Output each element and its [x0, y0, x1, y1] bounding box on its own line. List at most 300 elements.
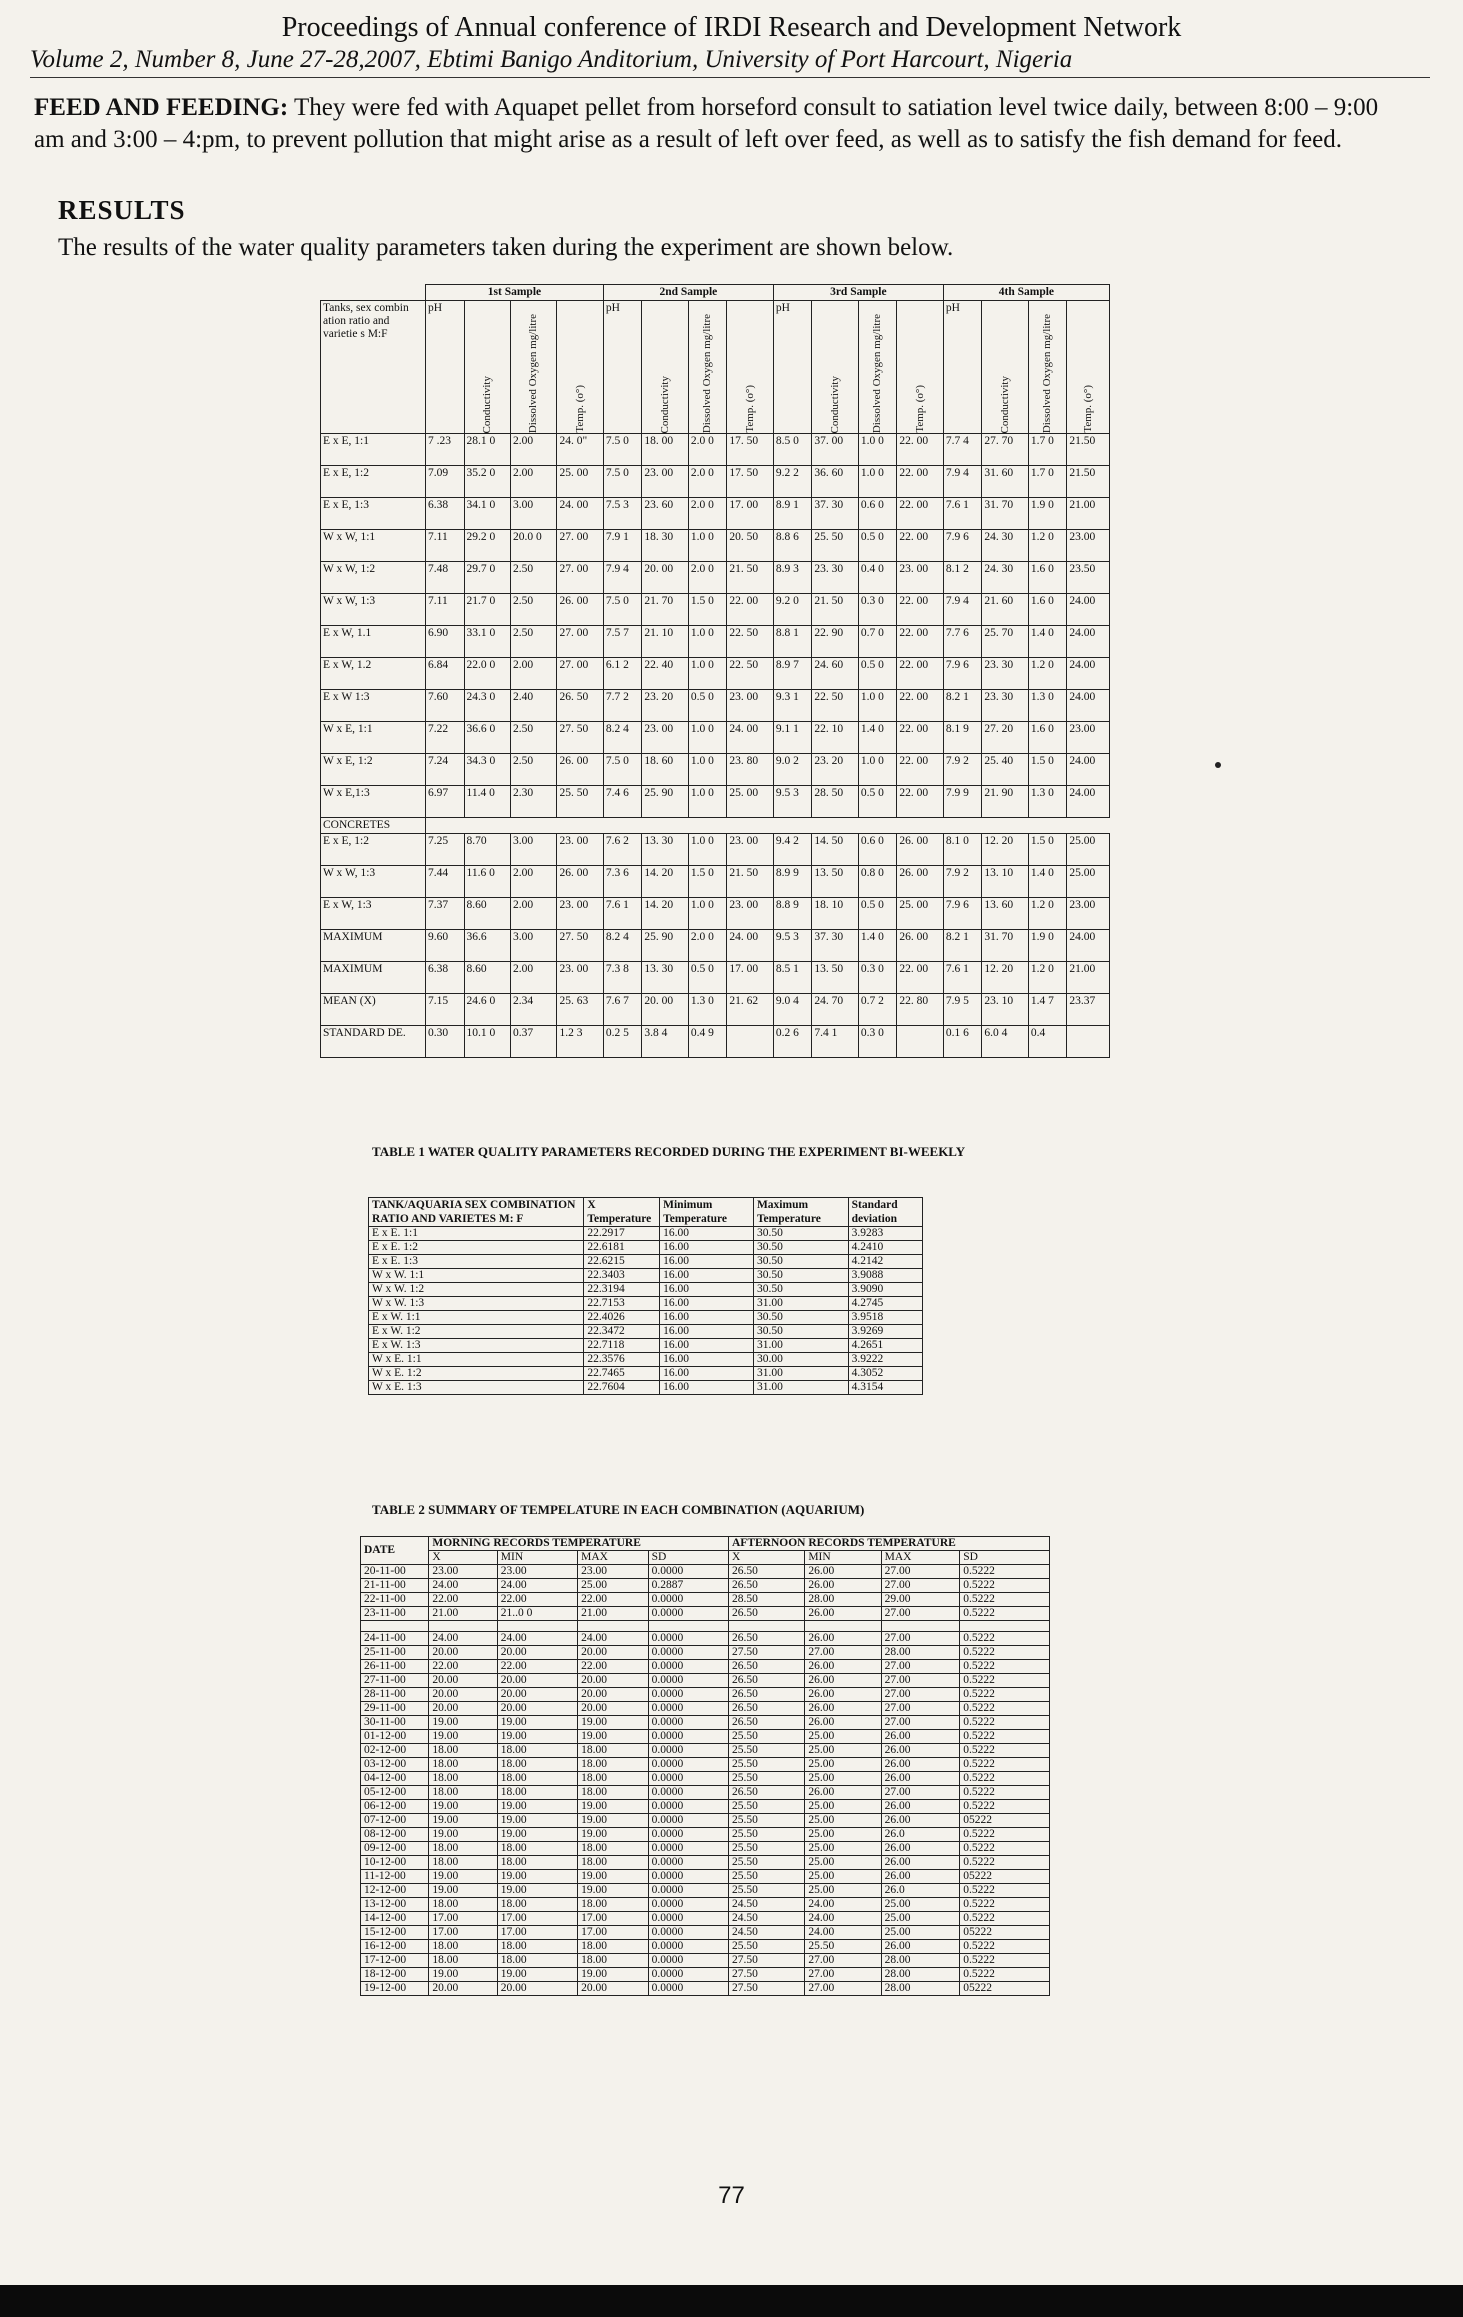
- table3-cell: 19.00: [497, 1828, 577, 1842]
- table1-cell: 34.3 0: [464, 754, 510, 786]
- table1-cell: 1.4 0: [1028, 626, 1067, 658]
- table1-cell: 1.2 0: [1028, 658, 1067, 690]
- table1-cell: 8.60: [464, 962, 510, 994]
- table3-cell: 0.5222: [960, 1688, 1050, 1702]
- table2-cell: 16.00: [660, 1381, 754, 1395]
- table3-gap-cell: [728, 1621, 804, 1632]
- table1-cell: 23. 10: [982, 994, 1028, 1026]
- table2-cell: W x W. 1:3: [369, 1297, 584, 1311]
- table1-cell: 9.0 4: [773, 994, 812, 1026]
- table3-cell: 18.00: [578, 1786, 648, 1800]
- table2-cell: W x E. 1:1: [369, 1353, 584, 1367]
- table1-cell: 21.50: [1067, 434, 1110, 466]
- table3-row: [361, 1565, 1050, 1579]
- table3-cell: 18.00: [578, 1758, 648, 1772]
- table2-cell: 16.00: [660, 1339, 754, 1353]
- table3-cell: 26.50: [728, 1688, 804, 1702]
- table1-cell: 1.5 0: [1028, 754, 1067, 786]
- table1-cell: 22. 00: [897, 626, 943, 658]
- table1-cell: 8.5 1: [773, 962, 812, 994]
- table1-cell: 2.30: [510, 786, 556, 818]
- table3-cell: 25.00: [805, 1772, 881, 1786]
- table2-header-cell: TANK/AQUARIA SEX COMBINATION RATIO AND VARIETES M: F: [369, 1198, 584, 1227]
- table3-cell: 18.00: [578, 1772, 648, 1786]
- table3-cell: 0.5222: [960, 1968, 1050, 1982]
- table1-cell: 1.6 0: [1028, 594, 1067, 626]
- table1-col-header: [858, 301, 897, 434]
- table3-cell: 0.2887: [648, 1579, 728, 1593]
- table1-cell: 7.60: [426, 690, 465, 722]
- table1-row: [321, 962, 1110, 994]
- table1-cell: 7.44: [426, 866, 465, 898]
- table3-date-header: DATE: [361, 1537, 429, 1565]
- table1-cell: 7.5 3: [603, 498, 642, 530]
- table3-cell: 18.00: [578, 1856, 648, 1870]
- table3-row: [361, 1912, 1050, 1926]
- table2-cell: E x W. 1:2: [369, 1325, 584, 1339]
- table1-row: [321, 834, 1110, 866]
- table3-cell: 25.00: [881, 1926, 960, 1940]
- table1-cell: 25. 00: [897, 898, 943, 930]
- table1-cell: 0.3 0: [858, 594, 897, 626]
- table1-cell: 9.4 2: [773, 834, 812, 866]
- table1-cell: 0.3 0: [858, 962, 897, 994]
- table3-cell: 25.00: [881, 1912, 960, 1926]
- table3-cell: 12-12-00: [361, 1884, 429, 1898]
- table1-row-label: W x E,1:3: [321, 786, 426, 818]
- table3-cell: 18.00: [429, 1744, 497, 1758]
- table1-cell: 22. 00: [897, 690, 943, 722]
- table2-cell: 22.6181: [584, 1241, 660, 1255]
- table3-cell: 0.0000: [648, 1786, 728, 1800]
- table3-cell: 23.00: [429, 1565, 497, 1579]
- page-number: 77: [718, 2182, 745, 2209]
- table3-cell: 20.00: [497, 1688, 577, 1702]
- table3-cell: 27.00: [881, 1632, 960, 1646]
- table1-caption: TABLE 1 WATER QUALITY PARAMETERS RECORDED DURING THE EXPERIMENT BI-WEEKLY: [372, 1144, 966, 1159]
- table3-cell: 18.00: [497, 1758, 577, 1772]
- table1-group-header: 1st Sample: [426, 285, 604, 301]
- table3-cell: 25-11-00: [361, 1646, 429, 1660]
- scan-speck: [1215, 762, 1221, 768]
- table1-row: [321, 434, 1110, 466]
- table3-cell: 24.50: [728, 1926, 804, 1940]
- table1-cell: 7.5 0: [603, 754, 642, 786]
- table3-cell: 20.00: [578, 1688, 648, 1702]
- table1-cell: 1.3 0: [1028, 690, 1067, 722]
- table3-cell: 18.00: [497, 1786, 577, 1800]
- table3-row: [361, 1716, 1050, 1730]
- table3-cell: 19.00: [429, 1968, 497, 1982]
- table3-cell: 0.5222: [960, 1898, 1050, 1912]
- table3-cell: 25.00: [805, 1856, 881, 1870]
- table3-cell: 29-11-00: [361, 1702, 429, 1716]
- table1-row-label: W x E, 1:2: [321, 754, 426, 786]
- table1-cell: 1.3 0: [1028, 786, 1067, 818]
- table2-cell: E x E. 1:1: [369, 1227, 584, 1241]
- table3-row: [361, 1842, 1050, 1856]
- table3-cell: 19.00: [578, 1968, 648, 1982]
- table1-col-label: Temp. (o°): [743, 385, 756, 433]
- table2-cell: W x E. 1:3: [369, 1381, 584, 1395]
- table1-cell: 13. 50: [812, 866, 858, 898]
- table1-row-label: W x W, 1:1: [321, 530, 426, 562]
- table1-cell: 23. 00: [727, 898, 773, 930]
- table3-cell: 18.00: [497, 1842, 577, 1856]
- table3-cell: 27-11-00: [361, 1674, 429, 1688]
- table1-cell: 20. 50: [727, 530, 773, 562]
- table1-cell: 0.2 5: [603, 1026, 642, 1058]
- table1-cell: 23. 30: [812, 562, 858, 594]
- table3-cell: 0.0000: [648, 1674, 728, 1688]
- table3-cell: 26.00: [881, 1870, 960, 1884]
- table3-cell: 15-12-00: [361, 1926, 429, 1940]
- table1-cell: 2.00: [510, 866, 556, 898]
- table2-cell: 3.9088: [848, 1269, 922, 1283]
- table1-row: [321, 722, 1110, 754]
- table1-row-label: E x E, 1:3: [321, 498, 426, 530]
- table1-col-label: Conductivity: [828, 375, 841, 433]
- table2-row: [369, 1353, 923, 1367]
- table1-col-label: Dissolved Oxygen mg/litre: [527, 313, 540, 433]
- table1-cell: 7.09: [426, 466, 465, 498]
- table1-cell: 26. 00: [557, 754, 603, 786]
- table3-cell: 28.00: [881, 1968, 960, 1982]
- table1-cell: 1.0 0: [858, 690, 897, 722]
- table3-cell: 05222: [960, 1926, 1050, 1940]
- table3-subheader-cell: MAX: [578, 1551, 648, 1565]
- table1-cell: 25. 50: [812, 530, 858, 562]
- table1-cell: 25. 63: [557, 994, 603, 1026]
- table1-cell: 1.0 0: [858, 754, 897, 786]
- table2-cell: 22.3576: [584, 1353, 660, 1367]
- table1-row-label: E x W, 1:3: [321, 898, 426, 930]
- table3-cell: 26.00: [805, 1660, 881, 1674]
- table1-cell: 13. 50: [812, 962, 858, 994]
- table1-row-label: W x W, 1:3: [321, 594, 426, 626]
- table3-cell: 25.50: [728, 1758, 804, 1772]
- table1-cell: 7.11: [426, 594, 465, 626]
- table2-cell: 3.9269: [848, 1325, 922, 1339]
- table3-cell: 16-12-00: [361, 1940, 429, 1954]
- table1-cell: 24.6 0: [464, 994, 510, 1026]
- table3-cell: 27.50: [728, 1968, 804, 1982]
- table1-cell: 11.6 0: [464, 866, 510, 898]
- table3-cell: 20.00: [429, 1646, 497, 1660]
- table2-cell: 30.50: [753, 1311, 848, 1325]
- table1-cell: 2.34: [510, 994, 556, 1026]
- table1-cell: 7.7 6: [943, 626, 982, 658]
- table3-cell: 26.0: [881, 1884, 960, 1898]
- table2-cell: 30.50: [753, 1241, 848, 1255]
- table3-cell: 0.0000: [648, 1758, 728, 1772]
- table3-cell: 10-12-00: [361, 1856, 429, 1870]
- table3-cell: 18.00: [578, 1940, 648, 1954]
- table3-row: [361, 1828, 1050, 1842]
- table1-cell: 22. 00: [897, 466, 943, 498]
- table1-cell: 24.00: [1067, 690, 1110, 722]
- table1-cell: 33.1 0: [464, 626, 510, 658]
- table1-cell: 1.0 0: [688, 754, 727, 786]
- table3-cell: 24.00: [497, 1579, 577, 1593]
- table1-cell: 1.7 0: [1028, 466, 1067, 498]
- table3-subheader-cell: X: [728, 1551, 804, 1565]
- table2-header-cell: X Temperature: [584, 1198, 660, 1227]
- table3-cell: 27.50: [728, 1982, 804, 1996]
- table3-cell: 28.00: [881, 1954, 960, 1968]
- table1-col-label: Dissolved Oxygen mg/litre: [871, 313, 884, 433]
- table3-cell: 0.0000: [648, 1565, 728, 1579]
- table3-cell: 27.00: [881, 1688, 960, 1702]
- table3-cell: 22.00: [429, 1660, 497, 1674]
- table1-cell: 23. 00: [557, 834, 603, 866]
- table3-cell: 26.00: [805, 1688, 881, 1702]
- table3-cell: 21.00: [429, 1607, 497, 1621]
- table1-cell: 7.9 2: [943, 754, 982, 786]
- table3-cell: 0.0000: [648, 1730, 728, 1744]
- table1-cell: 2.50: [510, 722, 556, 754]
- table3-cell: 20.00: [429, 1702, 497, 1716]
- table1-cell: 7.6 1: [603, 898, 642, 930]
- table1-group-header: 3rd Sample: [773, 285, 943, 301]
- table3-cell: 0.0000: [648, 1940, 728, 1954]
- table3-gap-cell: [881, 1621, 960, 1632]
- table3-cell: 19.00: [429, 1828, 497, 1842]
- table1-cell: 6.84: [426, 658, 465, 690]
- table1-cell: [1067, 1026, 1110, 1058]
- table1-cell: 7.37: [426, 898, 465, 930]
- table3-cell: 20.00: [578, 1702, 648, 1716]
- table3-cell: 30-11-00: [361, 1716, 429, 1730]
- table3-cell: 0.5222: [960, 1884, 1050, 1898]
- table3-cell: 05-12-00: [361, 1786, 429, 1800]
- table3-cell: 26.00: [805, 1786, 881, 1800]
- table3-cell: 27.50: [728, 1646, 804, 1660]
- table3-row: [361, 1786, 1050, 1800]
- table1-cell: 18. 30: [642, 530, 688, 562]
- table1-column-row: [321, 301, 1110, 434]
- table2-cell: 22.7465: [584, 1367, 660, 1381]
- table3-cell: 26.00: [805, 1716, 881, 1730]
- table3-cell: 0.0000: [648, 1884, 728, 1898]
- results-intro: The results of the water quality parameters taken during the experiment are shown below.: [58, 234, 954, 261]
- table1-group-header: 2nd Sample: [603, 285, 773, 301]
- table2-cell: 31.00: [753, 1381, 848, 1395]
- table3-row: [361, 1730, 1050, 1744]
- table1-cell: 25. 90: [642, 786, 688, 818]
- table1-cell: 1.6 0: [1028, 562, 1067, 594]
- table3-cell: 22.00: [429, 1593, 497, 1607]
- table3-cell: 18.00: [578, 1744, 648, 1758]
- table3-cell: 19.00: [578, 1828, 648, 1842]
- table1-cell: 26. 00: [897, 930, 943, 962]
- table2-cell: 30.50: [753, 1283, 848, 1297]
- table3-cell: 18.00: [497, 1954, 577, 1968]
- table1-cell: 26. 50: [557, 690, 603, 722]
- table1-row: [321, 866, 1110, 898]
- table3-afternoon-header: AFTERNOON RECORDS TEMPERATURE: [728, 1537, 1049, 1551]
- table3-cell: 20.00: [578, 1982, 648, 1996]
- table1-cell: 7.5 0: [603, 466, 642, 498]
- table3-cell: 19.00: [429, 1730, 497, 1744]
- table3-cell: 0.5222: [960, 1632, 1050, 1646]
- table1-cell: 28.1 0: [464, 434, 510, 466]
- daily-temperature-table: [360, 1536, 1050, 1996]
- table3-cell: 0.0000: [648, 1702, 728, 1716]
- table1-cell: 35.2 0: [464, 466, 510, 498]
- table3-cell: 26.00: [881, 1842, 960, 1856]
- table2-row: [369, 1297, 923, 1311]
- table3-cell: 27.00: [805, 1646, 881, 1660]
- table1-cell: 24. 30: [982, 562, 1028, 594]
- table3-subheader-cell: MAX: [881, 1551, 960, 1565]
- table1-row: [321, 930, 1110, 962]
- table1-cell: 14. 20: [642, 898, 688, 930]
- table1-cell: 23. 30: [982, 690, 1028, 722]
- table3-cell: 0.5222: [960, 1660, 1050, 1674]
- table1-col-header: [642, 301, 688, 434]
- table3-cell: 0.0000: [648, 1632, 728, 1646]
- table1-cell: 7.7 2: [603, 690, 642, 722]
- table1-cell: 7.6 7: [603, 994, 642, 1026]
- table3-cell: 26.00: [881, 1772, 960, 1786]
- table3-row: [361, 1758, 1050, 1772]
- table3-cell: 26.50: [728, 1660, 804, 1674]
- table3-cell: 24.00: [805, 1926, 881, 1940]
- table3-cell: 0.0000: [648, 1982, 728, 1996]
- table1-cell: 0.4: [1028, 1026, 1067, 1058]
- table3-cell: 05222: [960, 1814, 1050, 1828]
- feed-text: They were fed with Aquapet pellet from horseford consult to satiation level twice daily, between 8:00 – 9:00 am and 3:00 – 4:pm, to prevent pollution that might arise as a result of left over feed, as well as to satisfy the fish demand for feed.: [34, 94, 1379, 153]
- table3-cell: 0.0000: [648, 1968, 728, 1982]
- table1-cell: 8.9 7: [773, 658, 812, 690]
- table3-cell: 19.00: [497, 1716, 577, 1730]
- table1-cell: 1.2 0: [1028, 530, 1067, 562]
- table1-cell: 9.0 2: [773, 754, 812, 786]
- table2-cell: 4.2142: [848, 1255, 922, 1269]
- table1-cell: 25. 70: [982, 626, 1028, 658]
- table1-cell: 8.2 4: [603, 930, 642, 962]
- table3-cell: 19.00: [578, 1814, 648, 1828]
- table2-cell: W x W. 1:2: [369, 1283, 584, 1297]
- table3-cell: 25.00: [805, 1814, 881, 1828]
- table3-cell: 0.0000: [648, 1856, 728, 1870]
- table3-cell: 0.5222: [960, 1940, 1050, 1954]
- table3-cell: 19.00: [429, 1814, 497, 1828]
- table1-cell: 8.8 6: [773, 530, 812, 562]
- table3-row: [361, 1856, 1050, 1870]
- table1-cell: 1.4 0: [858, 722, 897, 754]
- table3-cell: 01-12-00: [361, 1730, 429, 1744]
- table3-gap-cell: [429, 1621, 497, 1632]
- table1-row: [321, 786, 1110, 818]
- table3-cell: 26.50: [728, 1607, 804, 1621]
- table1-col-label: Conductivity: [658, 375, 671, 433]
- table3-cell: 25.50: [728, 1940, 804, 1954]
- table3-cell: 18.00: [497, 1898, 577, 1912]
- table3-cell: 09-12-00: [361, 1842, 429, 1856]
- table2-row: [369, 1367, 923, 1381]
- table1-cell: 23. 00: [727, 690, 773, 722]
- table3-cell: 26.00: [881, 1856, 960, 1870]
- table1-cell: 23. 20: [812, 754, 858, 786]
- table3-cell: 0.5222: [960, 1772, 1050, 1786]
- table1-cell: 1.0 0: [688, 658, 727, 690]
- table1-cell: 1.0 0: [858, 434, 897, 466]
- table1-cell: 24. 60: [812, 658, 858, 690]
- table1-cell: 0.1 6: [943, 1026, 982, 1058]
- table1-cell: 31. 70: [982, 498, 1028, 530]
- table1-cell: 7.4 1: [812, 1026, 858, 1058]
- table1-cell: 1.3 0: [688, 994, 727, 1026]
- table1-cell: 0.5 0: [688, 690, 727, 722]
- table3-gap-cell: [497, 1621, 577, 1632]
- table1-cell: 8.5 0: [773, 434, 812, 466]
- table3-subheader-cell: MIN: [497, 1551, 577, 1565]
- table3-cell: 17.00: [429, 1912, 497, 1926]
- table1-col-header: [1028, 301, 1067, 434]
- table1-cell: 24.00: [1067, 658, 1110, 690]
- table3-cell: 17.00: [578, 1912, 648, 1926]
- table3-row: [361, 1926, 1050, 1940]
- table3-cell: 17-12-00: [361, 1954, 429, 1968]
- table3-cell: 28.50: [728, 1593, 804, 1607]
- table1-cell: 24.00: [1067, 754, 1110, 786]
- table1-cell: 0.2 6: [773, 1026, 812, 1058]
- table1-cell: 7.3 6: [603, 866, 642, 898]
- table1-cell: 0.5 0: [858, 898, 897, 930]
- table1-concretes-row: [321, 818, 1110, 834]
- table3-cell: 28-11-00: [361, 1688, 429, 1702]
- table3-cell: 20.00: [497, 1646, 577, 1660]
- table2-cell: E x E. 1:3: [369, 1255, 584, 1269]
- table1-cell: 31. 60: [982, 466, 1028, 498]
- table1-col-header: [1067, 301, 1110, 434]
- table1-cell: 2.0 0: [688, 562, 727, 594]
- table3-cell: 18.00: [429, 1856, 497, 1870]
- table1-cell: 23.00: [1067, 722, 1110, 754]
- table3-cell: 13-12-00: [361, 1898, 429, 1912]
- table1-corner: [321, 285, 426, 301]
- temperature-summary-table: [368, 1197, 923, 1395]
- table1-cell: 21. 62: [727, 994, 773, 1026]
- table1-cell: 7.9 6: [943, 658, 982, 690]
- table1-row-label: E x E, 1:2: [321, 834, 426, 866]
- table2-cell: E x W. 1:3: [369, 1339, 584, 1353]
- table3-cell: 18.00: [497, 1772, 577, 1786]
- proceedings-title: Proceedings of Annual conference of IRDI Research and Development Network: [281, 12, 1182, 43]
- table2-cell: 22.7153: [584, 1297, 660, 1311]
- table1-col-header: [812, 301, 858, 434]
- table3-cell: 25.00: [805, 1828, 881, 1842]
- table2-cell: 16.00: [660, 1367, 754, 1381]
- table3-cell: 0.5222: [960, 1744, 1050, 1758]
- table1-cell: 22. 00: [897, 434, 943, 466]
- table3-row: [361, 1579, 1050, 1593]
- table1-cell: 22. 50: [812, 690, 858, 722]
- table1-cell: 31. 70: [982, 930, 1028, 962]
- table3-cell: 11-12-00: [361, 1870, 429, 1884]
- table3-cell: 0.0000: [648, 1744, 728, 1758]
- table1-cell: 9.5 3: [773, 930, 812, 962]
- table1-cell: 13. 60: [982, 898, 1028, 930]
- table1-cell: 7.9 9: [943, 786, 982, 818]
- table1-cell: 24.00: [1067, 786, 1110, 818]
- table3-cell: 27.00: [805, 1982, 881, 1996]
- table1-cell: 1.5 0: [688, 594, 727, 626]
- table1-cell: 23. 80: [727, 754, 773, 786]
- table3-cell: 24.00: [805, 1912, 881, 1926]
